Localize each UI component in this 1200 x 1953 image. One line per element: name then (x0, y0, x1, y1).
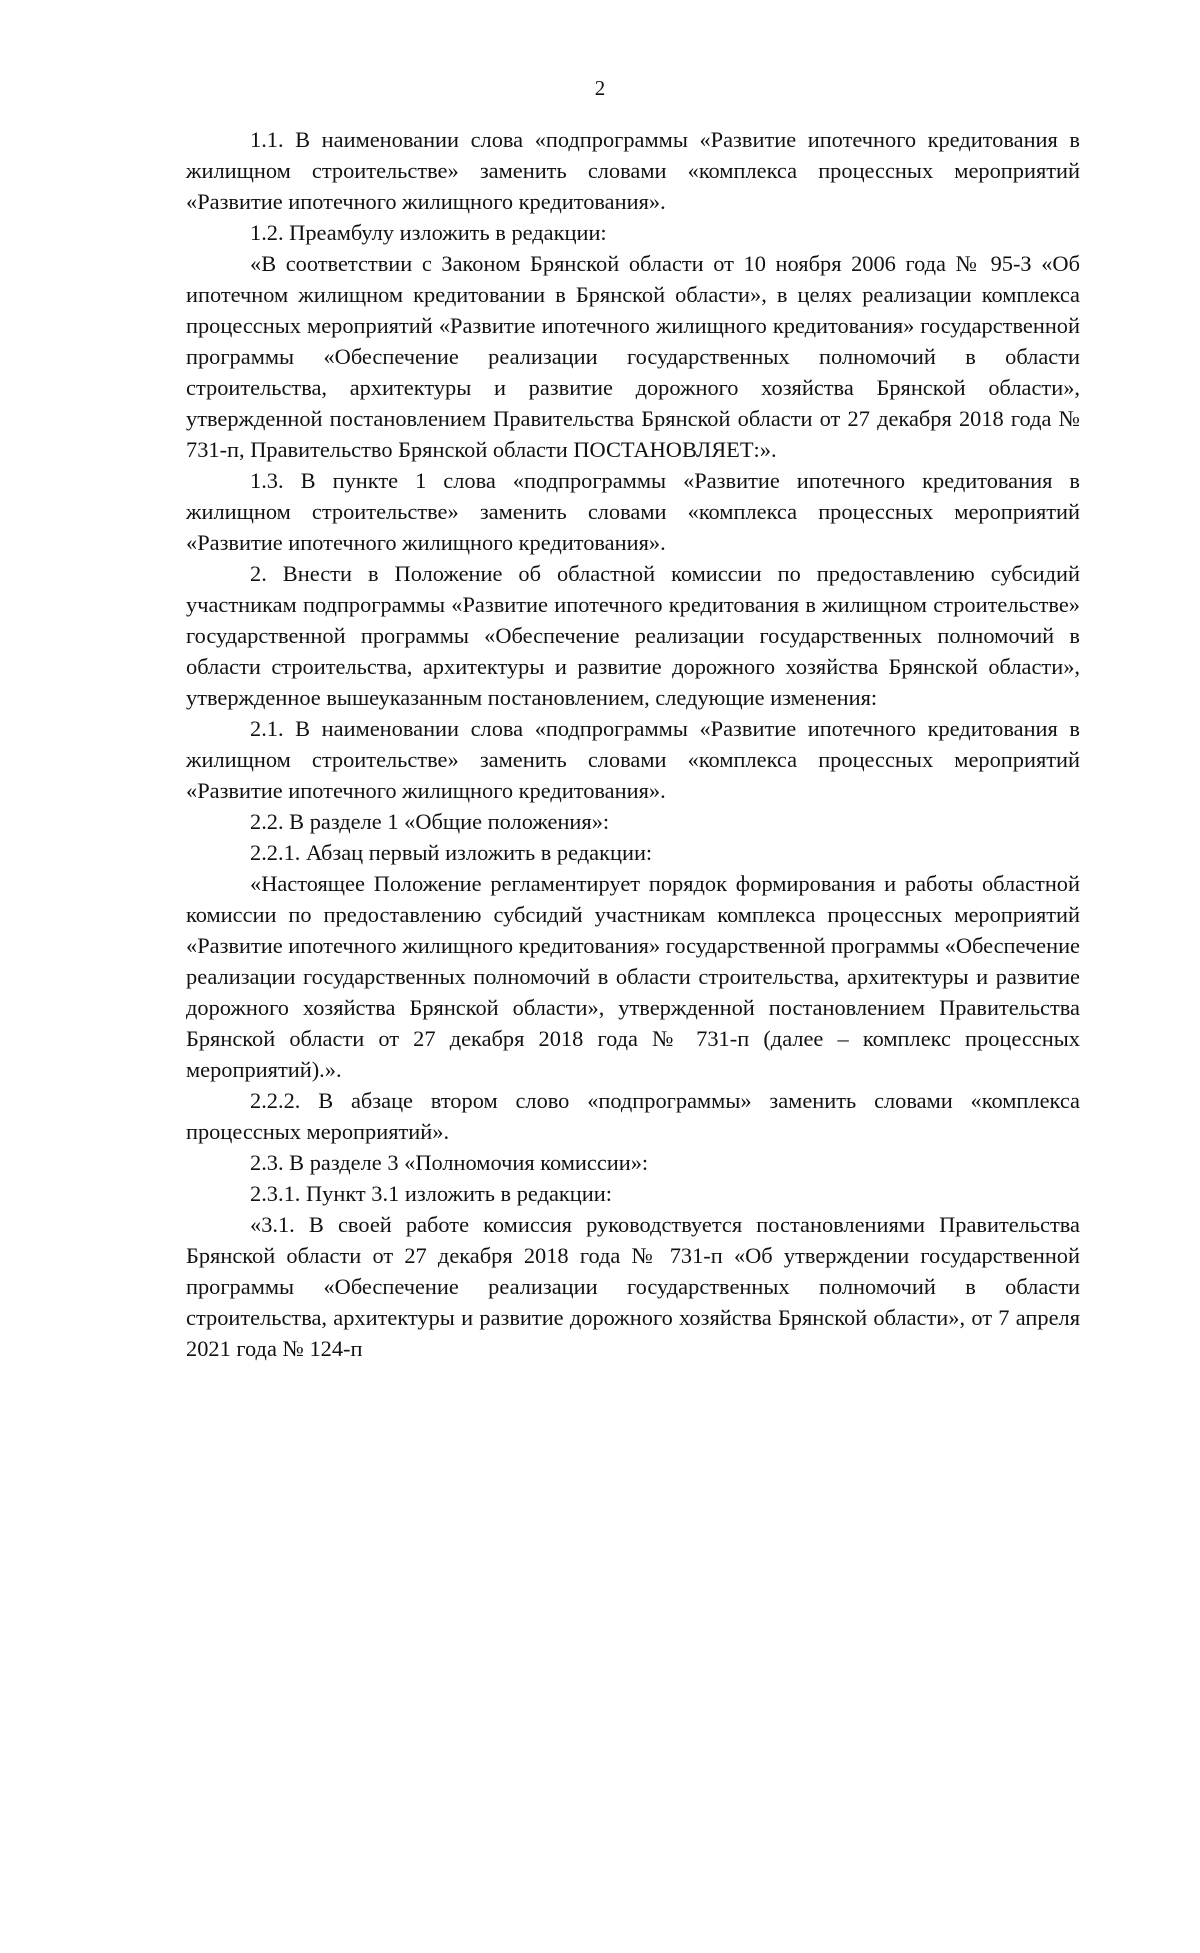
paragraph-2-2: 2.2. В разделе 1 «Общие положения»: (250, 809, 610, 834)
paragraph-2-3: 2.3. В разделе 3 «Полномочия комиссии»: (250, 1150, 649, 1175)
paragraph-1-1: 1.1. В наименовании слова «подпрограммы «Развитие ипотечного кредитования в жилищном строительстве» заменить словами «комплекса процессных мероприятий «Развитие ипотечного жилищного кредитования». (186, 127, 1080, 214)
paragraph-1-3: 1.3. В пункте 1 слова «подпрограммы «Развитие ипотечного кредитования в жилищном строительстве» заменить словами «комплекса процессных мероприятий «Развитие ипотечного жилищного кредитования». (186, 468, 1080, 555)
page-number: 2 (594, 76, 606, 100)
paragraph-1-2: 1.2. Преамбулу изложить в редакции: (250, 220, 607, 245)
document-body (186, 124, 1080, 1364)
paragraph-2-2-2: 2.2.2. В абзаце втором слово «подпрограммы» заменить словами «комплекса процессных мероприятий». (186, 1088, 1080, 1144)
point-3-1-text: «3.1. В своей работе комиссия руководствуется постановлениями Правительства Брянской области от 27 декабря 2018 года № 731-п «Об утверждении государственной программы «Обеспечение реализации государственных полномочий в области строительства, архитектуры и развитие дорожного хозяйства Брянской области», от 7 апреля 2021 года № 124-п (186, 1212, 1080, 1361)
paragraph-2-1: 2.1. В наименовании слова «подпрограммы «Развитие ипотечного кредитования в жилищном строительстве» заменить словами «комплекса процессных мероприятий «Развитие ипотечного жилищного кредитования». (186, 716, 1080, 803)
paragraph-2-2-1: 2.2.1. Абзац первый изложить в редакции: (250, 840, 653, 865)
paragraph-2: 2. Внести в Положение об областной комиссии по предоставлению субсидий участникам подпрограммы «Развитие ипотечного кредитования в жилищном строительстве» государственной программы «Обеспечение реализации государственных полномочий в области строительства, архитектуры и развитие дорожного хозяйства Брянской области», утвержденное вышеуказанным постановлением, следующие изменения: (186, 561, 1080, 710)
paragraph-2-3-1: 2.3.1. Пункт 3.1 изложить в редакции: (250, 1181, 612, 1206)
regulation-text: «Настоящее Положение регламентирует порядок формирования и работы областной комиссии по предоставлению субсидий участникам комплекса процессных мероприятий «Развитие ипотечного жилищного кредитования» государственной программы «Обеспечение реализации государственных полномочий в области строительства, архитектуры и развитие дорожного хозяйства Брянской области», утвержденной постановлением Правительства Брянской области от 27 декабря 2018 года № 731-п (далее – комплекс процессных мероприятий).». (186, 871, 1080, 1082)
preamble-text: «В соответствии с Законом Брянской области от 10 ноября 2006 года № 95-З «Об ипотечном жилищном кредитовании в Брянской области», в целях реализации комплекса процессных мероприятий «Развитие ипотечного жилищного кредитования» государственной программы «Обеспечение реализации государственных полномочий в области строительства, архитектуры и развитие дорожного хозяйства Брянской области», утвержденной постановлением Правительства Брянской области от 27 декабря 2018 года № 731-п, Правительство Брянской области ПОСТАНОВЛЯЕТ:». (186, 251, 1080, 462)
